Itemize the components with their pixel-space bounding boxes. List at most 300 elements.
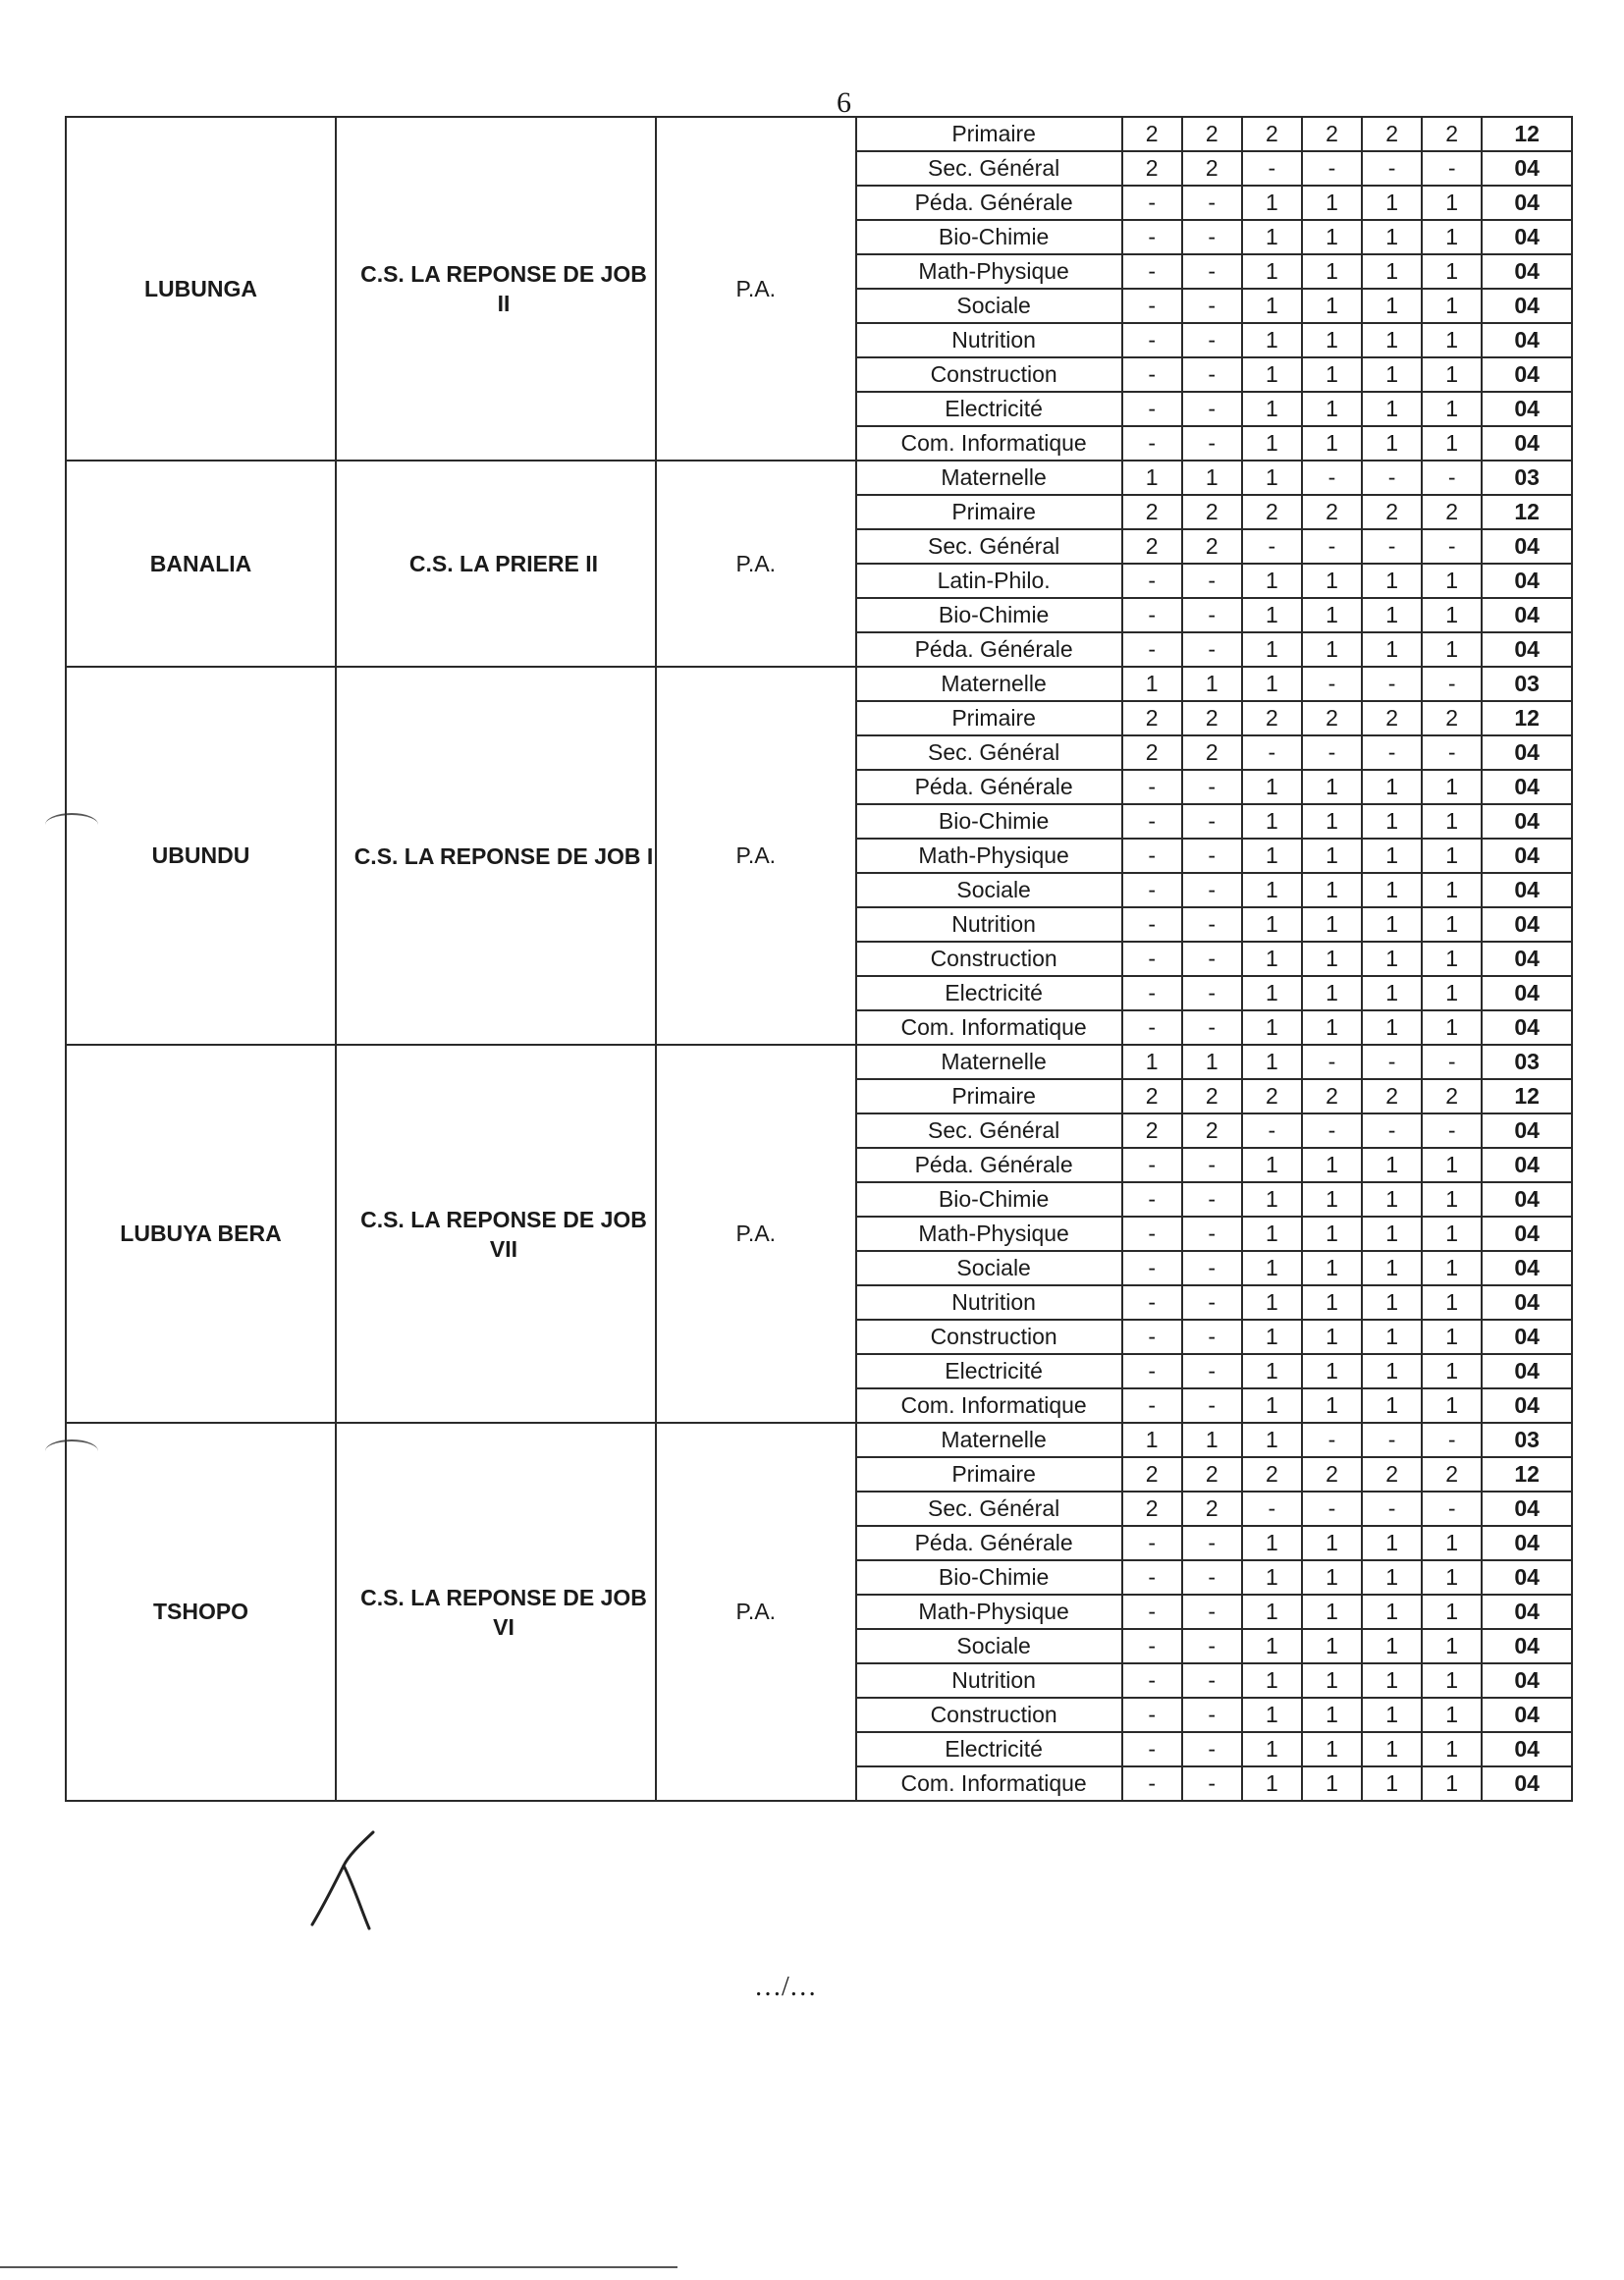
class-count-cell: 1 (1422, 1766, 1482, 1801)
class-count-cell: 1 (1422, 1560, 1482, 1595)
class-count-cell: 1 (1302, 976, 1362, 1010)
class-count-cell: 1 (1302, 1010, 1362, 1045)
total-cell: 04 (1482, 598, 1572, 632)
option-cell: Sociale (856, 1629, 1122, 1663)
class-count-cell: - (1302, 461, 1362, 495)
class-count-cell: 1 (1422, 1526, 1482, 1560)
class-count-cell: 1 (1422, 1354, 1482, 1388)
class-count-cell: 1 (1302, 1698, 1362, 1732)
class-count-cell: - (1242, 529, 1302, 564)
class-count-cell: - (1302, 735, 1362, 770)
total-cell: 04 (1482, 289, 1572, 323)
class-count-cell: 1 (1362, 598, 1422, 632)
total-cell: 04 (1482, 942, 1572, 976)
class-count-cell: 1 (1362, 976, 1422, 1010)
option-cell: Electricité (856, 976, 1122, 1010)
option-cell: Primaire (856, 701, 1122, 735)
class-count-cell: 1 (1422, 1251, 1482, 1285)
class-count-cell: 1 (1362, 942, 1422, 976)
table-body (66, 117, 1572, 1801)
class-count-cell: - (1182, 804, 1242, 839)
class-count-cell: - (1362, 1423, 1422, 1457)
class-count-cell: - (1242, 151, 1302, 186)
locality-cell: LUBUYA BERA (66, 1045, 336, 1423)
class-count-cell: - (1182, 1354, 1242, 1388)
option-cell: Bio-Chimie (856, 1560, 1122, 1595)
class-count-cell: 2 (1362, 495, 1422, 529)
class-count-cell: 2 (1122, 1113, 1182, 1148)
class-count-cell: 1 (1302, 1560, 1362, 1595)
total-cell: 04 (1482, 907, 1572, 942)
total-cell: 04 (1482, 254, 1572, 289)
option-cell: Maternelle (856, 667, 1122, 701)
class-count-cell: 1 (1302, 1217, 1362, 1251)
class-count-cell: 2 (1122, 1457, 1182, 1492)
class-count-cell: 1 (1242, 220, 1302, 254)
class-count-cell: 1 (1362, 873, 1422, 907)
total-cell: 04 (1482, 976, 1572, 1010)
class-count-cell: 1 (1242, 873, 1302, 907)
class-count-cell: 1 (1422, 839, 1482, 873)
class-count-cell: 2 (1362, 701, 1422, 735)
class-count-cell: 2 (1122, 117, 1182, 151)
class-count-cell: 1 (1362, 1560, 1422, 1595)
option-cell: Com. Informatique (856, 1010, 1122, 1045)
total-cell: 04 (1482, 1285, 1572, 1320)
class-count-cell: - (1122, 220, 1182, 254)
class-count-cell: - (1122, 598, 1182, 632)
class-count-cell: 1 (1362, 1251, 1422, 1285)
class-count-cell: - (1302, 1045, 1362, 1079)
class-count-cell: 1 (1362, 186, 1422, 220)
option-cell: Primaire (856, 495, 1122, 529)
class-count-cell: - (1182, 1148, 1242, 1182)
class-count-cell: 1 (1242, 1148, 1302, 1182)
class-count-cell: - (1182, 1251, 1242, 1285)
option-cell: Péda. Générale (856, 770, 1122, 804)
continuation-mark: …/… (754, 1972, 817, 2002)
school-name-cell: C.S. LA REPONSE DE JOB I (336, 667, 656, 1045)
class-count-cell: - (1182, 1629, 1242, 1663)
class-count-cell: - (1182, 1663, 1242, 1698)
class-count-cell: - (1122, 1010, 1182, 1045)
regime-cell: P.A. (656, 461, 856, 667)
locality-cell: LUBUNGA (66, 117, 336, 461)
class-count-cell: 2 (1182, 1457, 1242, 1492)
class-count-cell: 1 (1302, 392, 1362, 426)
class-count-cell: 1 (1242, 1354, 1302, 1388)
class-count-cell: - (1122, 1663, 1182, 1698)
total-cell: 04 (1482, 1388, 1572, 1423)
regime-cell: P.A. (656, 1423, 856, 1801)
option-cell: Péda. Générale (856, 1526, 1122, 1560)
class-count-cell: - (1122, 1251, 1182, 1285)
class-count-cell: 1 (1362, 1320, 1422, 1354)
class-count-cell: 1 (1422, 1148, 1482, 1182)
option-cell: Maternelle (856, 1423, 1122, 1457)
option-cell: Latin-Philo. (856, 564, 1122, 598)
school-name-cell: C.S. LA REPONSE DE JOB VI (336, 1423, 656, 1801)
class-count-cell: 1 (1302, 1354, 1362, 1388)
school-table (65, 116, 1573, 1802)
class-count-cell: 2 (1182, 1492, 1242, 1526)
class-count-cell: 1 (1422, 1388, 1482, 1423)
class-count-cell: 2 (1122, 1079, 1182, 1113)
class-count-cell: - (1182, 1766, 1242, 1801)
class-count-cell: 1 (1242, 804, 1302, 839)
class-count-cell: - (1302, 529, 1362, 564)
class-count-cell: 1 (1302, 1663, 1362, 1698)
class-count-cell: - (1362, 1492, 1422, 1526)
option-cell: Com. Informatique (856, 426, 1122, 461)
class-count-cell: - (1122, 1766, 1182, 1801)
class-count-cell: - (1182, 289, 1242, 323)
total-cell: 04 (1482, 392, 1572, 426)
class-count-cell: 1 (1242, 1423, 1302, 1457)
class-count-cell: 1 (1362, 426, 1422, 461)
option-cell: Sociale (856, 289, 1122, 323)
class-count-cell: - (1242, 735, 1302, 770)
total-cell: 04 (1482, 323, 1572, 357)
class-count-cell: - (1122, 1698, 1182, 1732)
class-count-cell: - (1122, 426, 1182, 461)
class-count-cell: - (1182, 1217, 1242, 1251)
locality-cell: TSHOPO (66, 1423, 336, 1801)
total-cell: 04 (1482, 220, 1572, 254)
class-count-cell: - (1182, 1320, 1242, 1354)
class-count-cell: 1 (1362, 392, 1422, 426)
option-cell: Bio-Chimie (856, 220, 1122, 254)
total-cell: 04 (1482, 1663, 1572, 1698)
total-cell: 04 (1482, 873, 1572, 907)
class-count-cell: 1 (1122, 1045, 1182, 1079)
total-cell: 03 (1482, 461, 1572, 495)
class-count-cell: 1 (1302, 1388, 1362, 1423)
class-count-cell: 1 (1362, 289, 1422, 323)
class-count-cell: 2 (1182, 529, 1242, 564)
total-cell: 04 (1482, 1766, 1572, 1801)
option-cell: Nutrition (856, 1663, 1122, 1698)
class-count-cell: 1 (1182, 1045, 1242, 1079)
class-count-cell: 2 (1122, 529, 1182, 564)
class-count-cell: - (1242, 1113, 1302, 1148)
class-count-cell: 1 (1182, 667, 1242, 701)
option-cell: Com. Informatique (856, 1388, 1122, 1423)
class-count-cell: 1 (1422, 392, 1482, 426)
class-count-cell: 1 (1362, 1010, 1422, 1045)
option-cell: Electricité (856, 1354, 1122, 1388)
class-count-cell: 1 (1422, 907, 1482, 942)
class-count-cell: 1 (1362, 1354, 1422, 1388)
class-count-cell: 1 (1242, 1629, 1302, 1663)
class-count-cell: 1 (1362, 839, 1422, 873)
class-count-cell: 2 (1302, 701, 1362, 735)
class-count-cell: - (1422, 151, 1482, 186)
option-cell: Sec. Général (856, 529, 1122, 564)
class-count-cell: - (1362, 529, 1422, 564)
total-cell: 04 (1482, 357, 1572, 392)
total-cell: 03 (1482, 1045, 1572, 1079)
class-count-cell: 1 (1302, 632, 1362, 667)
class-count-cell: 1 (1422, 1010, 1482, 1045)
class-count-cell: 1 (1242, 1010, 1302, 1045)
bottom-rule (0, 2266, 677, 2268)
class-count-cell: 1 (1302, 1526, 1362, 1560)
total-cell: 04 (1482, 1182, 1572, 1217)
total-cell: 04 (1482, 839, 1572, 873)
class-count-cell: 1 (1362, 907, 1422, 942)
class-count-cell: 2 (1422, 1079, 1482, 1113)
class-count-cell: 1 (1302, 907, 1362, 942)
total-cell: 04 (1482, 1354, 1572, 1388)
class-count-cell: 2 (1242, 495, 1302, 529)
option-cell: Com. Informatique (856, 1766, 1122, 1801)
class-count-cell: 1 (1242, 1320, 1302, 1354)
class-count-cell: - (1182, 907, 1242, 942)
total-cell: 04 (1482, 1251, 1572, 1285)
class-count-cell: - (1422, 1045, 1482, 1079)
class-count-cell: 2 (1182, 117, 1242, 151)
class-count-cell: 1 (1122, 667, 1182, 701)
class-count-cell: - (1302, 151, 1362, 186)
class-count-cell: 1 (1242, 1251, 1302, 1285)
class-count-cell: - (1122, 1182, 1182, 1217)
total-cell: 04 (1482, 186, 1572, 220)
class-count-cell: 1 (1422, 220, 1482, 254)
class-count-cell: - (1362, 1045, 1422, 1079)
class-count-cell: 1 (1242, 1732, 1302, 1766)
class-count-cell: 1 (1242, 1698, 1302, 1732)
class-count-cell: - (1182, 839, 1242, 873)
class-count-cell: 1 (1422, 1217, 1482, 1251)
class-count-cell: 1 (1242, 1526, 1302, 1560)
class-count-cell: - (1182, 1595, 1242, 1629)
class-count-cell: 1 (1302, 186, 1362, 220)
total-cell: 04 (1482, 151, 1572, 186)
class-count-cell: 1 (1242, 323, 1302, 357)
class-count-cell: 2 (1122, 495, 1182, 529)
total-cell: 04 (1482, 1113, 1572, 1148)
total-cell: 04 (1482, 735, 1572, 770)
class-count-cell: 2 (1242, 117, 1302, 151)
class-count-cell: 1 (1302, 1320, 1362, 1354)
class-count-cell: 1 (1242, 289, 1302, 323)
option-cell: Electricité (856, 1732, 1122, 1766)
total-cell: 04 (1482, 426, 1572, 461)
option-cell: Construction (856, 1698, 1122, 1732)
class-count-cell: - (1122, 1148, 1182, 1182)
class-count-cell: 1 (1362, 1732, 1422, 1766)
total-cell: 04 (1482, 1732, 1572, 1766)
class-count-cell: 1 (1302, 1182, 1362, 1217)
total-cell: 04 (1482, 1217, 1572, 1251)
class-count-cell: 1 (1242, 186, 1302, 220)
class-count-cell: - (1302, 667, 1362, 701)
option-cell: Sec. Général (856, 1492, 1122, 1526)
class-count-cell: - (1242, 1492, 1302, 1526)
class-count-cell: 1 (1362, 1663, 1422, 1698)
class-count-cell: 1 (1422, 1320, 1482, 1354)
class-count-cell: 1 (1242, 942, 1302, 976)
class-count-cell: 1 (1302, 289, 1362, 323)
class-count-cell: 1 (1182, 461, 1242, 495)
total-cell: 04 (1482, 1595, 1572, 1629)
class-count-cell: - (1182, 942, 1242, 976)
class-count-cell: 1 (1302, 323, 1362, 357)
class-count-cell: 1 (1422, 632, 1482, 667)
class-count-cell: - (1122, 1560, 1182, 1595)
total-cell: 12 (1482, 117, 1572, 151)
class-count-cell: 1 (1242, 1388, 1302, 1423)
class-count-cell: 2 (1302, 117, 1362, 151)
class-count-cell: - (1362, 1113, 1422, 1148)
class-count-cell: 1 (1242, 254, 1302, 289)
class-count-cell: - (1182, 1560, 1242, 1595)
total-cell: 04 (1482, 1010, 1572, 1045)
class-count-cell: 1 (1362, 804, 1422, 839)
class-count-cell: 1 (1242, 1595, 1302, 1629)
class-count-cell: - (1122, 942, 1182, 976)
option-cell: Bio-Chimie (856, 1182, 1122, 1217)
class-count-cell: 1 (1422, 976, 1482, 1010)
class-count-cell: 1 (1302, 942, 1362, 976)
class-count-cell: - (1122, 839, 1182, 873)
class-count-cell: - (1122, 1595, 1182, 1629)
class-count-cell: - (1302, 1423, 1362, 1457)
class-count-cell: - (1182, 357, 1242, 392)
class-count-cell: 1 (1302, 220, 1362, 254)
total-cell: 12 (1482, 1079, 1572, 1113)
class-count-cell: 2 (1182, 701, 1242, 735)
class-count-cell: 1 (1362, 1526, 1422, 1560)
class-count-cell: 1 (1242, 564, 1302, 598)
option-cell: Construction (856, 357, 1122, 392)
option-cell: Sec. Général (856, 1113, 1122, 1148)
total-cell: 12 (1482, 1457, 1572, 1492)
locality-cell: UBUNDU (66, 667, 336, 1045)
class-count-cell: 1 (1302, 426, 1362, 461)
class-count-cell: - (1362, 461, 1422, 495)
class-count-cell: - (1182, 1010, 1242, 1045)
class-count-cell: 1 (1302, 1285, 1362, 1320)
option-cell: Construction (856, 942, 1122, 976)
option-cell: Math-Physique (856, 1595, 1122, 1629)
option-cell: Primaire (856, 117, 1122, 151)
class-count-cell: 1 (1242, 1663, 1302, 1698)
class-count-cell: - (1122, 323, 1182, 357)
class-count-cell: - (1122, 357, 1182, 392)
class-count-cell: 1 (1422, 357, 1482, 392)
class-count-cell: 1 (1422, 426, 1482, 461)
total-cell: 03 (1482, 667, 1572, 701)
class-count-cell: 1 (1242, 598, 1302, 632)
class-count-cell: 2 (1122, 1492, 1182, 1526)
total-cell: 04 (1482, 1526, 1572, 1560)
class-count-cell: - (1122, 254, 1182, 289)
class-count-cell: 2 (1242, 1457, 1302, 1492)
class-count-cell: 1 (1242, 839, 1302, 873)
class-count-cell: 1 (1242, 1560, 1302, 1595)
class-count-cell: - (1422, 529, 1482, 564)
option-cell: Primaire (856, 1457, 1122, 1492)
class-count-cell: 1 (1242, 976, 1302, 1010)
class-count-cell: - (1122, 392, 1182, 426)
class-count-cell: - (1362, 151, 1422, 186)
class-count-cell: 1 (1362, 1388, 1422, 1423)
school-name-cell: C.S. LA REPONSE DE JOB II (336, 117, 656, 461)
option-cell: Péda. Générale (856, 1148, 1122, 1182)
class-count-cell: - (1182, 632, 1242, 667)
class-count-cell: 1 (1422, 1698, 1482, 1732)
class-count-cell: 1 (1122, 461, 1182, 495)
total-cell: 04 (1482, 1320, 1572, 1354)
class-count-cell: - (1422, 1113, 1482, 1148)
class-count-cell: - (1182, 873, 1242, 907)
option-cell: Péda. Générale (856, 186, 1122, 220)
class-count-cell: 1 (1422, 564, 1482, 598)
class-count-cell: 1 (1242, 392, 1302, 426)
option-cell: Sociale (856, 873, 1122, 907)
table-row (66, 1045, 1572, 1079)
class-count-cell: - (1182, 186, 1242, 220)
class-count-cell: 1 (1242, 770, 1302, 804)
class-count-cell: - (1182, 1182, 1242, 1217)
class-count-cell: - (1122, 873, 1182, 907)
class-count-cell: 1 (1122, 1423, 1182, 1457)
class-count-cell: - (1122, 186, 1182, 220)
total-cell: 04 (1482, 770, 1572, 804)
class-count-cell: 2 (1422, 117, 1482, 151)
total-cell: 04 (1482, 1560, 1572, 1595)
class-count-cell: 1 (1422, 1732, 1482, 1766)
class-count-cell: 1 (1362, 220, 1422, 254)
class-count-cell: 1 (1422, 1663, 1482, 1698)
option-cell: Péda. Générale (856, 632, 1122, 667)
option-cell: Math-Physique (856, 254, 1122, 289)
class-count-cell: 1 (1242, 1766, 1302, 1801)
class-count-cell: - (1422, 667, 1482, 701)
school-name-cell: C.S. LA REPONSE DE JOB VII (336, 1045, 656, 1423)
class-count-cell: 1 (1302, 804, 1362, 839)
class-count-cell: - (1302, 1113, 1362, 1148)
total-cell: 04 (1482, 529, 1572, 564)
class-count-cell: 1 (1302, 1766, 1362, 1801)
option-cell: Math-Physique (856, 839, 1122, 873)
class-count-cell: 1 (1242, 632, 1302, 667)
class-count-cell: - (1122, 564, 1182, 598)
option-cell: Electricité (856, 392, 1122, 426)
class-count-cell: - (1302, 1492, 1362, 1526)
class-count-cell: 1 (1242, 1217, 1302, 1251)
class-count-cell: 1 (1422, 254, 1482, 289)
class-count-cell: 2 (1122, 735, 1182, 770)
class-count-cell: 1 (1362, 254, 1422, 289)
class-count-cell: - (1122, 976, 1182, 1010)
class-count-cell: - (1122, 1285, 1182, 1320)
class-count-cell: 1 (1362, 564, 1422, 598)
page-number: 6 (837, 86, 851, 119)
class-count-cell: 1 (1242, 426, 1302, 461)
regime-cell: P.A. (656, 1045, 856, 1423)
class-count-cell: 2 (1182, 1079, 1242, 1113)
class-count-cell: 1 (1302, 254, 1362, 289)
class-count-cell: - (1182, 1732, 1242, 1766)
school-name-cell: C.S. LA PRIERE II (336, 461, 656, 667)
table-row (66, 667, 1572, 701)
class-count-cell: - (1422, 1492, 1482, 1526)
class-count-cell: - (1122, 804, 1182, 839)
class-count-cell: 1 (1302, 1732, 1362, 1766)
